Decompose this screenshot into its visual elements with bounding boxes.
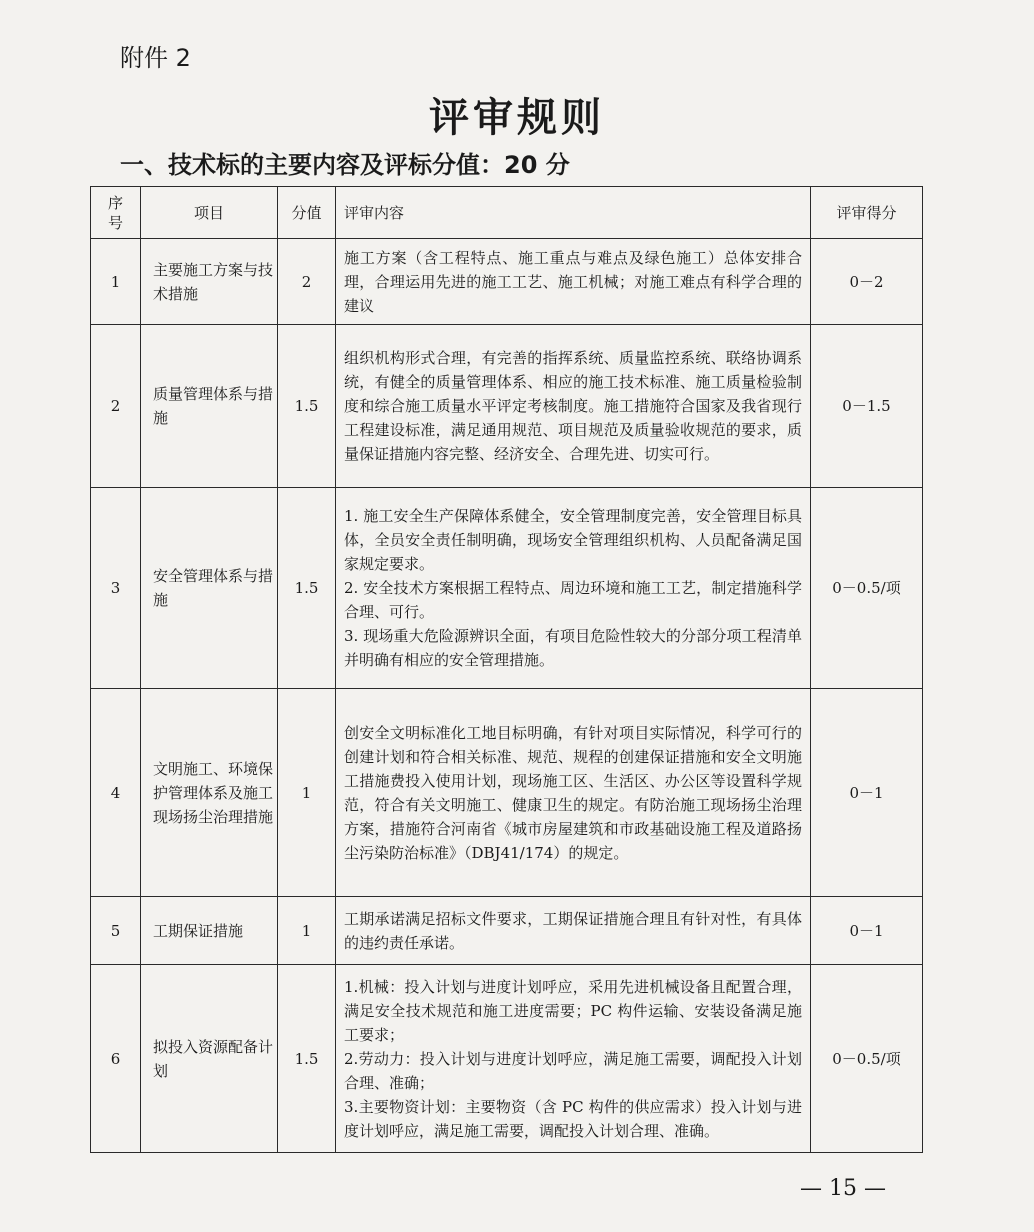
header-item: 项目 — [141, 187, 278, 239]
row-content — [336, 239, 811, 325]
row-item: 拟投入资源配备计划 — [141, 965, 278, 1153]
content-paragraph: 3. 现场重大危险源辨识全面，有项目危险性较大的分部分项工程清单并明确有相应的安全管理措施。 — [344, 627, 802, 669]
row-no: 5 — [91, 897, 141, 965]
row-result: 0－2 — [811, 239, 923, 325]
content-paragraph: 1. 施工安全生产保障体系健全，安全管理制度完善，安全管理目标具体，全员安全责任制明确，现场安全管理组织机构、人员配备满足国家规定要求。 — [344, 507, 802, 573]
row-content — [336, 325, 811, 488]
row-item: 主要施工方案与技术措施 — [141, 239, 278, 325]
row-no: 2 — [91, 325, 141, 488]
content-paragraph: 组织机构形式合理，有完善的指挥系统、质量监控系统、联络协调系统，有健全的质量管理体系、相应的施工技术标准、施工质量检验制度和综合施工质量水平评定考核制度。施工措施符合国家及我省现行工程建设标准，满足通用规范、项目规范及质量验收规范的要求，质量保证措施内容完整、经济安全、合理先进、切实可行。 — [344, 349, 802, 463]
row-item: 文明施工、环境保护管理体系及施工现场扬尘治理措施 — [141, 689, 278, 897]
row-score: 1.5 — [278, 325, 336, 488]
row-result: 0－1 — [811, 689, 923, 897]
content-paragraph: 3.主要物资计划：主要物资（含 PC 构件的供应需求）投入计划与进度计划呼应，满足施工需要，调配投入计划合理、准确。 — [344, 1097, 802, 1140]
content-paragraph: 创安全文明标准化工地目标明确，有针对项目实际情况，科学可行的创建计划和符合相关标准、规范、规程的创建保证措施和安全文明施工措施费投入使用计划，现场施工区、生活区、办公区等设置科学规范，符合有关文明施工、健康卫生的规定。有防治施工现场扬尘治理方案，措施符合河南省《城市房屋建筑和市政基础设施工程及道路扬尘污染防治标准》（DBJ41/174）的规定。 — [344, 723, 802, 862]
row-result: 0－1.5 — [811, 325, 923, 488]
header-content: 评审内容 — [336, 187, 811, 239]
attachment-label: 附件 2 — [120, 44, 191, 72]
row-score: 2 — [278, 239, 336, 325]
header-score: 分值 — [278, 187, 336, 239]
row-score: 1 — [278, 897, 336, 965]
table-row — [91, 897, 923, 965]
table-row — [91, 488, 923, 689]
row-no: 3 — [91, 488, 141, 689]
row-no: 6 — [91, 965, 141, 1153]
row-content — [336, 965, 811, 1153]
content-paragraph: 2.劳动力：投入计划与进度计划呼应，满足施工需要，调配投入计划合理、准确； — [344, 1049, 802, 1092]
row-item: 安全管理体系与措施 — [141, 488, 278, 689]
table-row — [91, 965, 923, 1153]
row-score: 1 — [278, 689, 336, 897]
page-title: 评审规则 — [429, 95, 605, 141]
header-result: 评审得分 — [811, 187, 923, 239]
row-item: 工期保证措施 — [141, 897, 278, 965]
row-result: 0－0.5/项 — [811, 488, 923, 689]
table-row — [91, 325, 923, 488]
row-score: 1.5 — [278, 965, 336, 1153]
evaluation-table — [90, 186, 923, 1153]
row-content — [336, 897, 811, 965]
header-no: 序号 — [91, 187, 141, 239]
page-number: — 15 — — [800, 1176, 886, 1201]
content-paragraph: 施工方案（含工程特点、施工重点与难点及绿色施工）总体安排合理，合理运用先进的施工工艺、施工机械；对施工难点有科学合理的建议 — [344, 248, 802, 315]
content-paragraph: 2. 安全技术方案根据工程特点、周边环境和施工工艺，制定措施科学合理、可行。 — [344, 579, 802, 621]
content-paragraph: 1.机械：投入计划与进度计划呼应，采用先进机械设备且配置合理，满足安全技术规范和施工进度需要；PC 构件运输、安装设备满足施工要求； — [344, 977, 802, 1044]
row-content — [336, 689, 811, 897]
row-result: 0－1 — [811, 897, 923, 965]
row-no: 1 — [91, 239, 141, 325]
table-row — [91, 689, 923, 897]
row-score: 1.5 — [278, 488, 336, 689]
row-result: 0－0.5/项 — [811, 965, 923, 1153]
content-paragraph: 工期承诺满足招标文件要求，工期保证措施合理且有针对性，有具体的违约责任承诺。 — [344, 909, 802, 952]
section-heading: 一、技术标的主要内容及评标分值：20 分 — [120, 151, 570, 179]
table-row — [91, 239, 923, 325]
row-item: 质量管理体系与措施 — [141, 325, 278, 488]
row-content — [336, 488, 811, 689]
row-no: 4 — [91, 689, 141, 897]
